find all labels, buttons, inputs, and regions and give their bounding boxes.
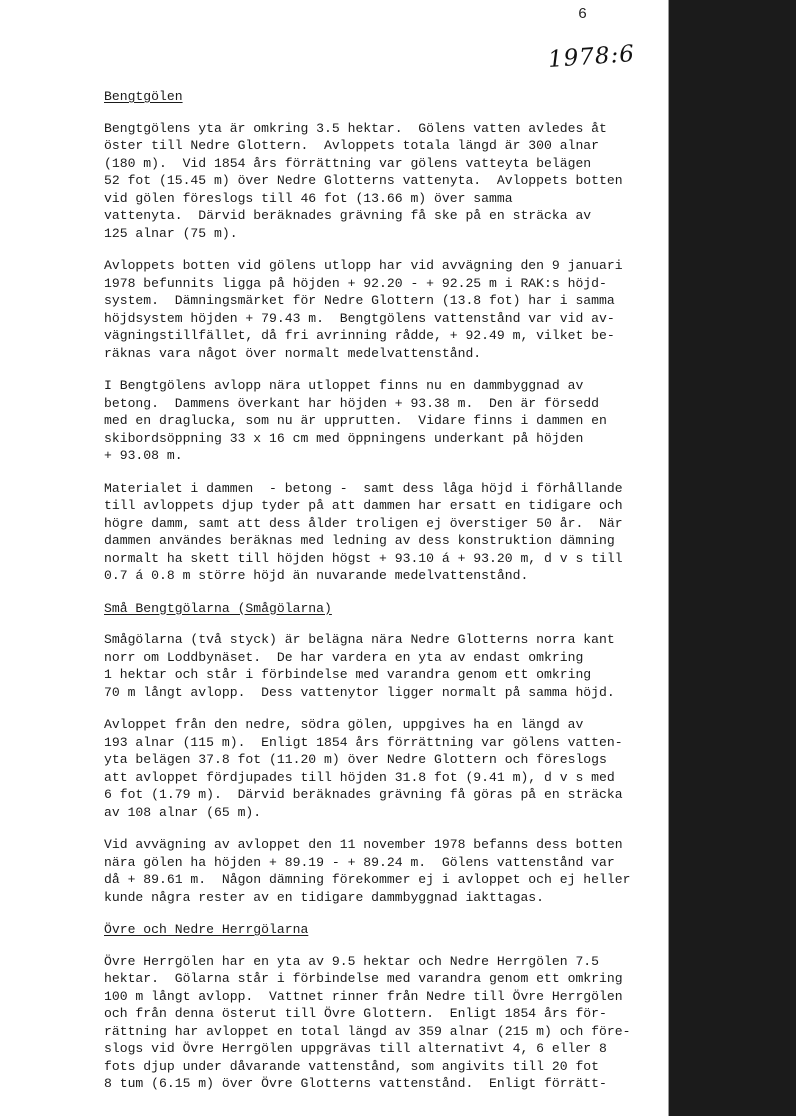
text-line: Avloppets botten vid gölens utlopp har vid avvägning den 9 januari (104, 258, 623, 273)
text-line: och från denna österut till Övre Glottern. Enligt 1854 års för- (104, 1006, 607, 1021)
text-line: Smågölarna (två styck) är belägna nära Nedre Glotterns norra kant (104, 632, 615, 647)
text-line: skibordsöppning 33 x 16 cm med öppningens underkant på höjden (104, 430, 584, 446)
text-line: yta belägen 37.8 fot (11.20 m) över Nedre Glottern och föreslogs (104, 752, 607, 767)
text-line: 0.7 á 0.8 m större höjd än nuvarande medelvattenstånd. (104, 568, 529, 583)
text-line: 100 m långt avlopp. Vattnet rinner från Nedre till Övre Herrgölen (104, 988, 623, 1004)
text-line: av 108 alnar (65 m). (104, 804, 262, 820)
document-body (104, 88, 664, 1108)
text-line: 1978 befunnits ligga på höjden + 92.20 - + 92.25 m i RAK:s höjd- (104, 275, 607, 291)
page-number: 6 (578, 6, 588, 23)
text-line: 193 alnar (115 m). Enligt 1854 års förrättning var gölens vatten- (104, 734, 623, 750)
text-line: 8 tum (6.15 m) över Övre Glotterns vattenstånd. Enligt förrätt- (104, 1076, 607, 1091)
text-line: Avloppet från den nedre, södra gölen, uppgives ha en längd av (104, 717, 584, 732)
text-line: 6 fot (1.79 m). Därvid beräknades grävning få göras på en sträcka (104, 787, 623, 802)
section-heading-text: Små Bengtgölarna (Smågölarna) (104, 600, 332, 616)
text-line: 1 hektar och står i förbindelse med varandra genom ett omkring (104, 667, 592, 682)
text-line: då + 89.61 m. Någon dämning förekommer ej i avloppet och ej heller (104, 872, 631, 887)
text-line: vägningstillfället, då fri avrinning rådde, + 92.49 m, vilket be- (104, 328, 615, 343)
section-heading-text: Övre och Nedre Herrgölarna (104, 922, 309, 937)
section-heading (104, 921, 664, 939)
text-line: slogs vid Övre Herrgölen uppgrävas till alternativt 4, 6 eller 8 (104, 1041, 607, 1056)
text-line: Materialet i dammen - betong - samt dess låga höjd i förhållande (104, 480, 623, 496)
paragraph (104, 120, 664, 243)
text-line: till avloppets djup tyder på att dammen har ersatt en tidigare och (104, 498, 623, 513)
paragraph (104, 257, 664, 362)
text-line: system. Dämningsmärket för Nedre Glottern (13.8 fot) har i samma (104, 293, 615, 308)
text-line: nära gölen ha höjden + 89.19 - + 89.24 m. Gölens vattenstånd var (104, 854, 615, 870)
text-line: (180 m). Vid 1854 års förrättning var gölens vatteyta belägen (104, 155, 592, 171)
page-edge (668, 0, 669, 1116)
text-line: + 93.08 m. (104, 448, 183, 463)
paragraph (104, 377, 664, 465)
text-line: öster till Nedre Glottern. Avloppets totala längd är 300 alnar (104, 138, 600, 153)
text-line: högre damm, samt att dess ålder troligen ej överstiger 50 år. När (104, 515, 623, 531)
text-line: att avloppet fördjupades till höjden 31.8 fot (9.41 m), d v s med (104, 769, 615, 785)
text-line: 52 fot (15.45 m) över Nedre Glotterns vattenyta. Avloppets botten (104, 173, 623, 188)
text-line: fots djup under dåvarande vattenstånd, som angivits till 20 fot (104, 1058, 600, 1074)
paragraph (104, 836, 664, 906)
text-line: Bengtgölens yta är omkring 3.5 hektar. Gölens vatten avledes åt (104, 120, 607, 136)
text-line: betong. Dammens överkant har höjden + 93.38 m. Den är försedd (104, 395, 600, 411)
section-heading-text: Bengtgölen (104, 89, 183, 104)
text-line: I Bengtgölens avlopp nära utloppet finns nu en dammbyggnad av (104, 378, 584, 393)
scanner-background-edge (668, 0, 796, 1116)
text-line: 70 m långt avlopp. Dess vattenytor ligger normalt på samma höjd. (104, 684, 615, 700)
paragraph (104, 631, 664, 701)
text-line: kunde några rester av en tidigare dammbyggnad iakttagas. (104, 889, 545, 905)
text-line: vattenyta. Därvid beräknades grävning få ske på en sträcka av (104, 208, 592, 223)
text-line: normalt ha skett till höjden högst + 93.10 á + 93.20 m, d v s till (104, 550, 623, 566)
handwritten-annotation: 1978:6 (547, 40, 636, 74)
text-line: hektar. Gölarna står i förbindelse med varandra genom ett omkring (104, 971, 623, 986)
text-line: höjdsystem höjden + 79.43 m. Bengtgölens vattenstånd var vid av- (104, 310, 615, 326)
text-line: rättning har avloppet en total längd av 359 alnar (215 m) och före- (104, 1023, 631, 1039)
text-line: med en draglucka, som nu är upprutten. Vidare finns i dammen en (104, 413, 607, 428)
section-heading (104, 600, 664, 618)
text-line: norr om Loddbynäset. De har vardera en yta av endast omkring (104, 649, 584, 665)
section-heading (104, 88, 664, 106)
paragraph (104, 480, 664, 585)
text-line: vid gölen föreslogs till 46 fot (13.66 m) över samma (104, 190, 513, 206)
paragraph (104, 953, 664, 1093)
text-line: dammen användes beräknas med ledning av dess konstruktion dämning (104, 533, 615, 548)
text-line: räknas vara något över normalt medelvattenstånd. (104, 345, 482, 361)
text-line: Vid avvägning av avloppet den 11 november 1978 befanns dess botten (104, 837, 623, 852)
text-line: Övre Herrgölen har en yta av 9.5 hektar och Nedre Herrgölen 7.5 (104, 953, 600, 969)
text-line: 125 alnar (75 m). (104, 225, 238, 241)
paragraph (104, 716, 664, 821)
